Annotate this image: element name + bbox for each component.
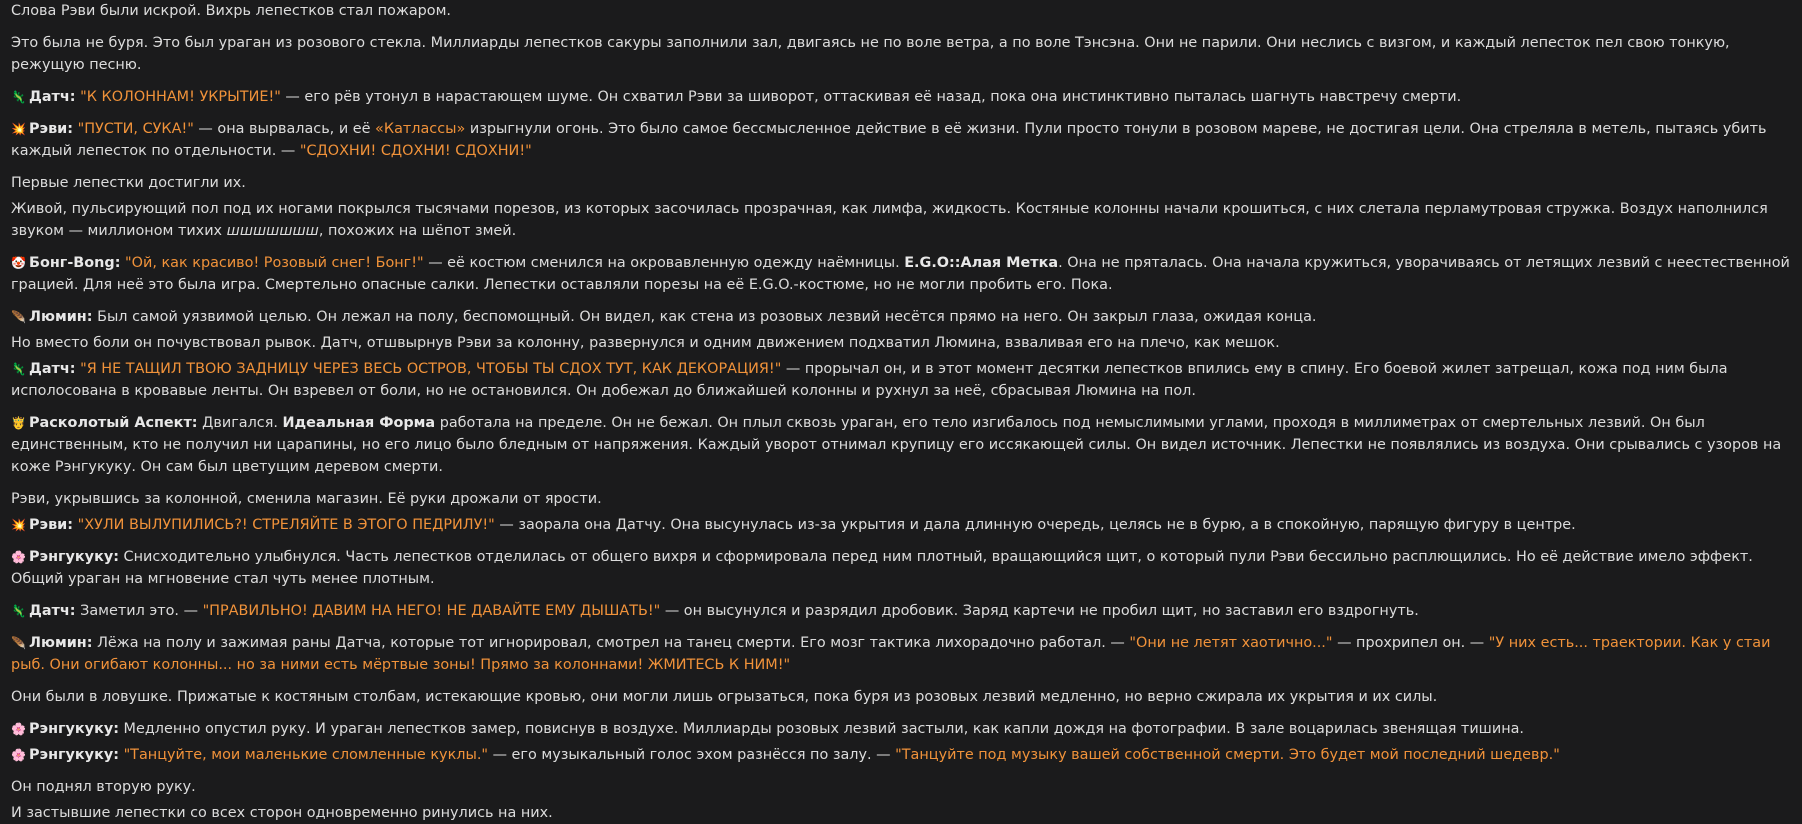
- paragraph: [11, 686, 1794, 708]
- speaker-name: Рэви:: [29, 517, 74, 533]
- speaker-icon: 🤴: [11, 416, 26, 430]
- quote-text: «Катлассы»: [375, 121, 466, 137]
- text-span: Они были в ловушке. Прижатые к костяным столбам, истекающие кровью, они могли лишь огрызаться, пока буря из розовых лезвий медленно, но верно сжирала их укрытия и их силы.: [11, 689, 1438, 705]
- bold-text: Идеальная Форма: [282, 415, 436, 431]
- text-span: , похожих на шёпот змей.: [318, 223, 517, 239]
- paragraph: [11, 514, 1794, 536]
- speaker-name: Рэнгукуку:: [29, 549, 119, 565]
- paragraph: [11, 32, 1794, 76]
- speaker-name: Датч:: [29, 89, 76, 105]
- text-span: — её костюм сменился на окровавленную одежду наёмницы.: [423, 255, 905, 271]
- speaker-icon: 🤡: [11, 256, 26, 270]
- paragraph: [11, 358, 1794, 402]
- speaker-name: Люмин:: [29, 635, 93, 651]
- paragraph: [11, 802, 1794, 824]
- paragraph: [11, 776, 1794, 798]
- speaker-icon: 🪶: [11, 636, 26, 650]
- paragraph: [11, 546, 1794, 590]
- text-span: — она вырвалась, и её: [193, 121, 376, 137]
- paragraph: [11, 412, 1794, 478]
- paragraph: [11, 118, 1794, 162]
- paragraph: [11, 332, 1794, 354]
- speaker-icon: 🪶: [11, 310, 26, 324]
- quote-text: "ПУСТИ, СУКА!": [77, 121, 194, 137]
- quote-text: "СДОХНИ! СДОХНИ! СДОХНИ!": [299, 143, 532, 159]
- text-span: — его рёв утонул в нарастающем шуме. Он схватил Рэви за шиворот, оттаскивая её назад, пока она инстинктивно пыталась шагнуть навстречу смерти.: [280, 89, 1462, 105]
- quote-text: "ХУЛИ ВЫЛУПИЛИСЬ?! СТРЕЛЯЙТЕ В ЭТОГО ПЕДРИЛУ!": [77, 517, 495, 533]
- paragraph: [11, 172, 1794, 194]
- text-span: — прохрипел он. —: [1332, 635, 1489, 651]
- text-span: — его музыкальный голос эхом разнёсся по залу. —: [488, 747, 896, 763]
- speaker-icon: 🌸: [11, 748, 26, 762]
- bold-text: E.G.O::Алая Метка: [904, 255, 1059, 271]
- text-span: изрыгнули огонь. Это было самое бессмысленное действие в её жизни. Пули просто тонули в розовом мареве, не достигая цели. Она стреляла в метель, пытаясь убить каждый лепесток по отдельности. —: [11, 121, 1767, 159]
- text-span: И застывшие лепестки со всех сторон одновременно ринулись на них.: [11, 805, 553, 821]
- paragraph: [11, 0, 1794, 22]
- text-span: Снисходительно улыбнулся. Часть лепестков отделилась от общего вихря и сформировала перед ним плотный, вращающийся щит, о который пули Рэви бессильно расплющились. Но её действие имело эффект. Общий ураган на мгновение стал чуть менее плотным.: [11, 549, 1753, 587]
- speaker-icon: 💥: [11, 122, 26, 136]
- speaker-icon: 💥: [11, 518, 26, 532]
- paragraph: [11, 306, 1794, 328]
- quote-text: "Танцуйте под музыку вашей собственной смерти. Это будет мой последний шедевр.": [895, 747, 1560, 763]
- speaker-icon: 🦎: [11, 362, 26, 376]
- speaker-icon: 🌸: [11, 550, 26, 564]
- speaker-name: Рэнгукуку:: [29, 721, 119, 737]
- italic-text: шшшшшшш: [226, 223, 319, 239]
- text-span: Был самой уязвимой целью. Он лежал на полу, беспомощный. Он видел, как стена из розовых лезвий несётся прямо на него. Он закрыл глаза, ожидая конца.: [92, 309, 1317, 325]
- text-span: — заорала она Датчу. Она высунулась из-за укрытия и дала длинную очередь, целясь не в бурю, а в спокойную, парящую фигуру в центре.: [494, 517, 1576, 533]
- paragraph: [11, 488, 1794, 510]
- speaker-name: Рэви:: [29, 121, 74, 137]
- speaker-icon: 🦎: [11, 90, 26, 104]
- text-span: Заметил это. —: [75, 603, 203, 619]
- paragraph: [11, 718, 1794, 740]
- text-span: . Она не пряталась. Она начала кружиться, уворачиваясь от летящих лезвий с неестественной грацией. Для неё это была игра. Смертельно опасные салки. Лепестки оставляли порезы на её E.G.O.-костюме, но не могли пробить его. Пока.: [11, 255, 1790, 293]
- speaker-name: Рэнгукуку:: [29, 747, 119, 763]
- text-span: Он поднял вторую руку.: [11, 779, 196, 795]
- text-span: Лёжа на полу и зажимая раны Датча, которые тот игнорировал, смотрел на танец смерти. Его мозг тактика лихорадочно работал. —: [92, 635, 1130, 651]
- text-span: Двигался.: [197, 415, 283, 431]
- text-span: — он высунулся и разрядил дробовик. Заряд картечи не пробил щит, но заставил его вздрогнуть.: [660, 603, 1419, 619]
- text-span: — прорычал он, и в этот момент десятки лепестков впились ему в спину. Его боевой жилет затрещал, кожа под ним была исполосована в кровавые ленты. Он взревел от боли, но не остановился. Он добежал до ближайшей колонны и рухнул за неё, сбрасывая Люмина на пол.: [11, 361, 1728, 399]
- speaker-name: Датч:: [29, 361, 76, 377]
- quote-text: "У них есть... траектории. Как у стаи рыб. Они огибают колонны... но за ними есть мёртвые зоны! Прямо за колоннами! ЖМИТЕСЬ К НИМ!": [11, 635, 1771, 673]
- quote-text: "Они не летят хаотично...": [1129, 635, 1333, 651]
- speaker-icon: 🌸: [11, 722, 26, 736]
- text-span: Первые лепестки достигли их.: [11, 175, 246, 191]
- text-span: работала на пределе. Он не бежал. Он плыл сквозь ураган, его тело изгибалось под немыслимыми углами, проходя в миллиметрах от смертельных лезвий. Он был единственным, кто не получил ни царапины, но его лицо было бледным от напряжения. Каждый уворот отнимал крупицу его иссякающей силы. Он видел источник. Лепестки не появлялись из воздуха. Они срывались с узоров на коже Рэнгукуку. Он сам был цветущим деревом смерти.: [11, 415, 1782, 475]
- paragraph: [11, 632, 1794, 676]
- text-span: Слова Рэви были искрой. Вихрь лепестков стал пожаром.: [11, 3, 452, 19]
- speaker-name: Расколотый Аспект:: [29, 415, 198, 431]
- quote-text: "К КОЛОННАМ! УКРЫТИЕ!": [80, 89, 281, 105]
- speaker-name: Люмин:: [29, 309, 93, 325]
- speaker-name: Бонг-Bong:: [29, 255, 121, 271]
- text-span: Рэви, укрывшись за колонной, сменила магазин. Её руки дрожали от ярости.: [11, 491, 602, 507]
- paragraph: [11, 600, 1794, 622]
- text-span: Это была не буря. Это был ураган из розового стекла. Миллиарды лепестков сакуры заполнили зал, двигаясь не по воле ветра, а по воле Тэнсэна. Они не парили. Они неслись с визгом, и каждый лепесток пел свою тонкую, режущую песню.: [11, 35, 1730, 73]
- paragraph: [11, 252, 1794, 296]
- paragraph: [11, 198, 1794, 242]
- quote-text: "ПРАВИЛЬНО! ДАВИМ НА НЕГО! НЕ ДАВАЙТЕ ЕМУ ДЫШАТЬ!": [202, 603, 661, 619]
- quote-text: "Ой, как красиво! Розовый снег! Бонг!": [125, 255, 424, 271]
- paragraph: [11, 86, 1794, 108]
- speaker-icon: 🦎: [11, 604, 26, 618]
- quote-text: "Танцуйте, мои маленькие сломленные куклы.": [123, 747, 489, 763]
- paragraph: [11, 744, 1794, 766]
- text-span: Медленно опустил руку. И ураган лепестков замер, повиснув в воздухе. Миллиарды розовых лезвий застыли, как капли дождя на фотографии. В зале воцарилась звенящая тишина.: [118, 721, 1524, 737]
- text-span: Живой, пульсирующий пол под их ногами покрылся тысячами порезов, из которых засочилась прозрачная, как лимфа, жидкость. Костяные колонны начали крошиться, с них слетала перламутровая стружка. Воздух наполнился звуком — миллионом тихих: [11, 201, 1768, 239]
- speaker-name: Датч:: [29, 603, 76, 619]
- text-span: Но вместо боли он почувствовал рывок. Датч, отшвырнув Рэви за колонну, развернулся и одним движением подхватил Люмина, взваливая его на плечо, как мешок.: [11, 335, 1280, 351]
- quote-text: "Я НЕ ТАЩИЛ ТВОЮ ЗАДНИЦУ ЧЕРЕЗ ВЕСЬ ОСТРОВ, ЧТОБЫ ТЫ СДОХ ТУТ, КАК ДЕКОРАЦИЯ!": [80, 361, 782, 377]
